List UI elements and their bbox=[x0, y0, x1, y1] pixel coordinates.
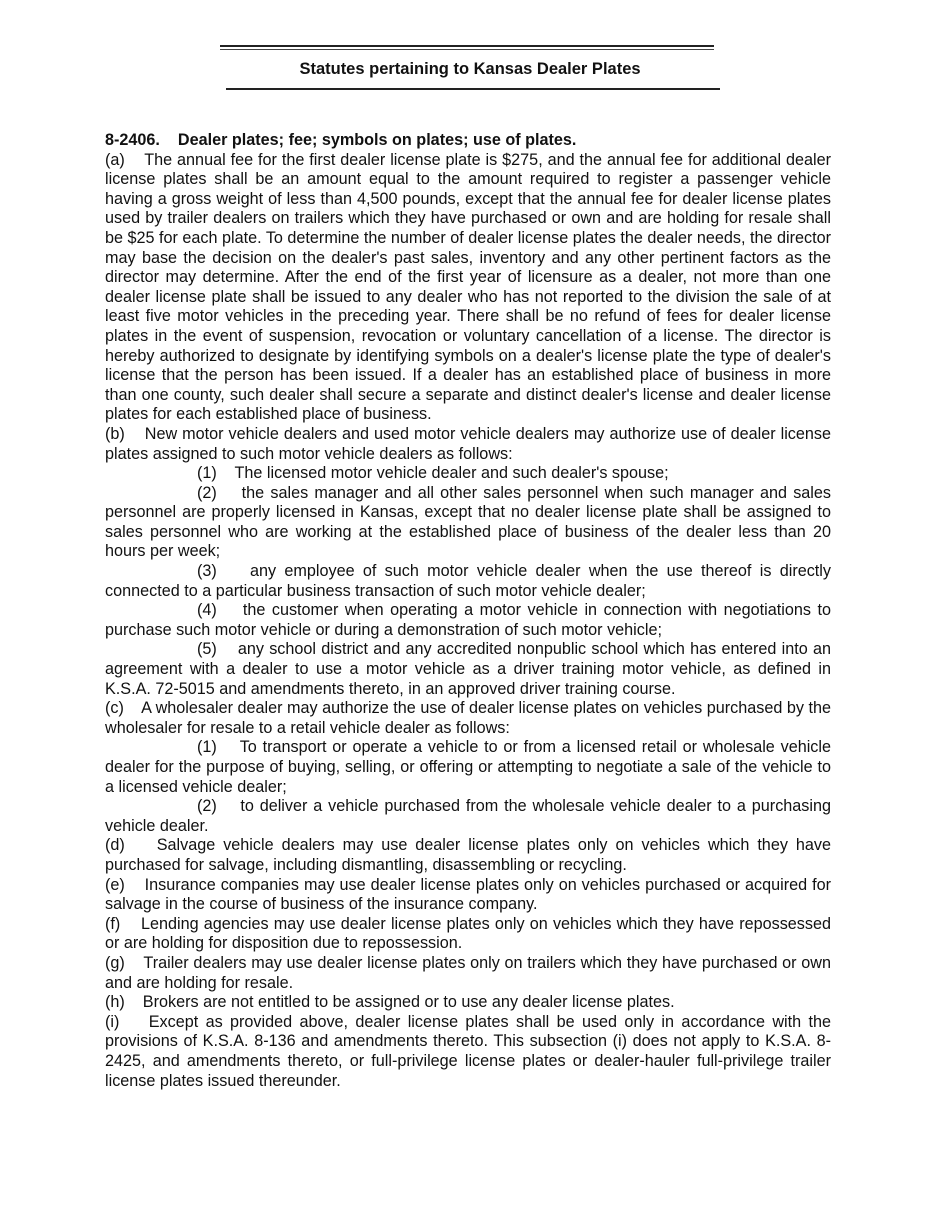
paragraph-label: (c) bbox=[105, 699, 124, 718]
paragraph-text: Salvage vehicle dealers may use dealer license plates only on vehicles which they have purchased for salvage, including dismantling, disassembling or recycling. bbox=[105, 836, 831, 874]
label-spacer bbox=[217, 562, 250, 580]
label-spacer bbox=[217, 464, 235, 482]
paragraph-text: Except as provided above, dealer license plates shall be used only in accordance with the provisions of K.S.A. 8-136 and amendments thereto. This subsection (i) does not apply to K.S.A. 8-2425, and amendments thereto, or full-privilege license plates or dealer-hauler full-privilege trailer license plates issued thereunder. bbox=[105, 1012, 831, 1090]
statute-paragraph bbox=[105, 601, 831, 640]
paragraph-label: (g) bbox=[105, 953, 125, 972]
paragraph-text: any school district and any accredited nonpublic school which has entered into an agreement with a dealer to use a motor vehicle as a driver training motor vehicle, as defined in K.S.A. 72-5015 and amendments thereto, in an approved driver training course. bbox=[105, 640, 831, 698]
paragraph-text: New motor vehicle dealers and used motor vehicle dealers may authorize use of dealer license plates assigned to such motor vehicle dealers as follows: bbox=[105, 424, 831, 463]
label-spacer bbox=[125, 954, 144, 972]
statute-paragraph bbox=[105, 915, 831, 954]
paragraph-label: (f) bbox=[105, 914, 121, 933]
paragraph-text: The licensed motor vehicle dealer and such dealer's spouse; bbox=[234, 464, 669, 483]
statute-paragraph bbox=[105, 836, 831, 875]
label-spacer bbox=[125, 876, 145, 894]
header-rule-top bbox=[220, 45, 714, 47]
statute-body bbox=[105, 131, 831, 1091]
paragraph-text: To transport or operate a vehicle to or from a licensed retail or wholesale vehicle dealer for the purpose of buying, selling, or offering or attempting to negotiate a sale of the vehicle to a licensed vehicle dealer; bbox=[105, 738, 831, 796]
paragraph-text: the customer when operating a motor vehicle in connection with negotiations to purchase such motor vehicle or during a demonstration of such motor vehicle; bbox=[105, 601, 831, 639]
paragraph-text: The annual fee for the first dealer license plate is $275, and the annual fee for additional dealer license plates shall be an amount equal to the amount required to register a passenger vehicle having a gross weight of less than 4,500 pounds, except that the annual fee for dealer license plates used by trailer dealers on trailers which they have purchased or own and are holding for resale shall be $25 for each plate. To determine the number of dealer license plates the dealer needs, the director may base the decision on the dealer's past sales, inventory and any other pertinent factors as the director may determine. After the end of the first year of licensure as a dealer, not more than one dealer license plate shall be issued to any dealer who has not reported to the division the sale of at least five motor vehicles in the preceding year. There shall be no refund of fees for dealer license plates in the event of suspension, revocation or voluntary cancellation of a license. The director is hereby authorized to designate by identifying symbols on a dealer's license plate the type of dealer's license that the person has been issued. If a dealer has an established place of business in more than one county, such dealer shall secure a separate and distinct dealer's license and dealer license plates for each established place of business. bbox=[105, 150, 832, 424]
statute-paragraph bbox=[105, 151, 831, 425]
paragraph-text: Lending agencies may use dealer license plates only on vehicles which they have repossessed or are holding for disposition due to repossession. bbox=[105, 914, 831, 953]
statute-paragraph bbox=[105, 425, 831, 464]
paragraph-label: (2) bbox=[197, 483, 217, 502]
paragraph-text: the sales manager and all other sales personnel when such manager and sales personnel are properly licensed in Kansas, except that no dealer license plate shall be assigned to sales personnel who are working at the established place of business of the dealer less than 20 hours per week; bbox=[105, 483, 831, 561]
paragraph-label: (5) bbox=[197, 640, 217, 659]
paragraph-label: (1) bbox=[197, 464, 217, 483]
paragraph-label: (i) bbox=[105, 1012, 120, 1031]
statute-paragraph bbox=[105, 993, 831, 1013]
label-spacer bbox=[217, 640, 238, 658]
label-spacer bbox=[125, 836, 157, 854]
paragraph-label: (d) bbox=[105, 836, 125, 855]
paragraph-label: (2) bbox=[197, 797, 217, 816]
paragraph-text: Insurance companies may use dealer license plates only on vehicles purchased or acquired for salvage in the course of business of the insurance company. bbox=[105, 875, 831, 914]
paragraph-label: (a) bbox=[105, 150, 125, 169]
statute-paragraph bbox=[105, 640, 831, 699]
paragraph-label: (3) bbox=[197, 562, 217, 581]
section-heading bbox=[105, 131, 831, 151]
section-number: 8-2406. bbox=[105, 131, 160, 149]
statute-paragraph bbox=[105, 562, 831, 601]
label-spacer bbox=[120, 915, 141, 933]
paragraph-label: (h) bbox=[105, 993, 125, 1012]
statute-paragraph bbox=[105, 1013, 831, 1091]
label-spacer bbox=[217, 797, 241, 815]
label-spacer bbox=[125, 151, 144, 169]
paragraph-list bbox=[105, 151, 831, 1092]
paragraph-label: (b) bbox=[105, 424, 125, 443]
statute-paragraph bbox=[105, 954, 831, 993]
label-spacer bbox=[124, 699, 141, 717]
label-spacer bbox=[217, 484, 242, 502]
statute-paragraph bbox=[105, 464, 831, 484]
paragraph-label: (1) bbox=[197, 738, 217, 757]
label-spacer bbox=[125, 425, 145, 443]
label-spacer bbox=[217, 738, 240, 756]
section-heading-text: Dealer plates; fee; symbols on plates; use of plates. bbox=[177, 131, 577, 149]
paragraph-label: (e) bbox=[105, 875, 125, 894]
header-rule-bottom bbox=[226, 88, 720, 90]
statute-paragraph bbox=[105, 797, 831, 836]
label-spacer bbox=[125, 993, 143, 1011]
statute-paragraph bbox=[105, 876, 831, 915]
paragraph-text: any employee of such motor vehicle dealer when the use thereof is directly connected to a particular business transaction of such motor vehicle dealer; bbox=[105, 562, 831, 600]
label-spacer bbox=[217, 601, 243, 619]
paragraph-label: (4) bbox=[197, 601, 217, 620]
statute-paragraph bbox=[105, 699, 831, 738]
paragraph-text: to deliver a vehicle purchased from the wholesale vehicle dealer to a purchasing vehicle dealer. bbox=[105, 797, 831, 835]
statute-paragraph bbox=[105, 738, 831, 797]
header-rule-top-thin bbox=[220, 49, 714, 50]
page-title: Statutes pertaining to Kansas Dealer Plates bbox=[299, 60, 641, 78]
paragraph-text: Brokers are not entitled to be assigned or to use any dealer license plates. bbox=[142, 993, 675, 1012]
paragraph-text: A wholesaler dealer may authorize the use of dealer license plates on vehicles purchased by the wholesaler for resale to a retail vehicle dealer as follows: bbox=[105, 699, 832, 737]
label-spacer bbox=[119, 1013, 148, 1031]
paragraph-text: Trailer dealers may use dealer license plates only on trailers which they have purchased or own and are holding for resale. bbox=[105, 953, 831, 992]
statute-paragraph bbox=[105, 484, 831, 562]
